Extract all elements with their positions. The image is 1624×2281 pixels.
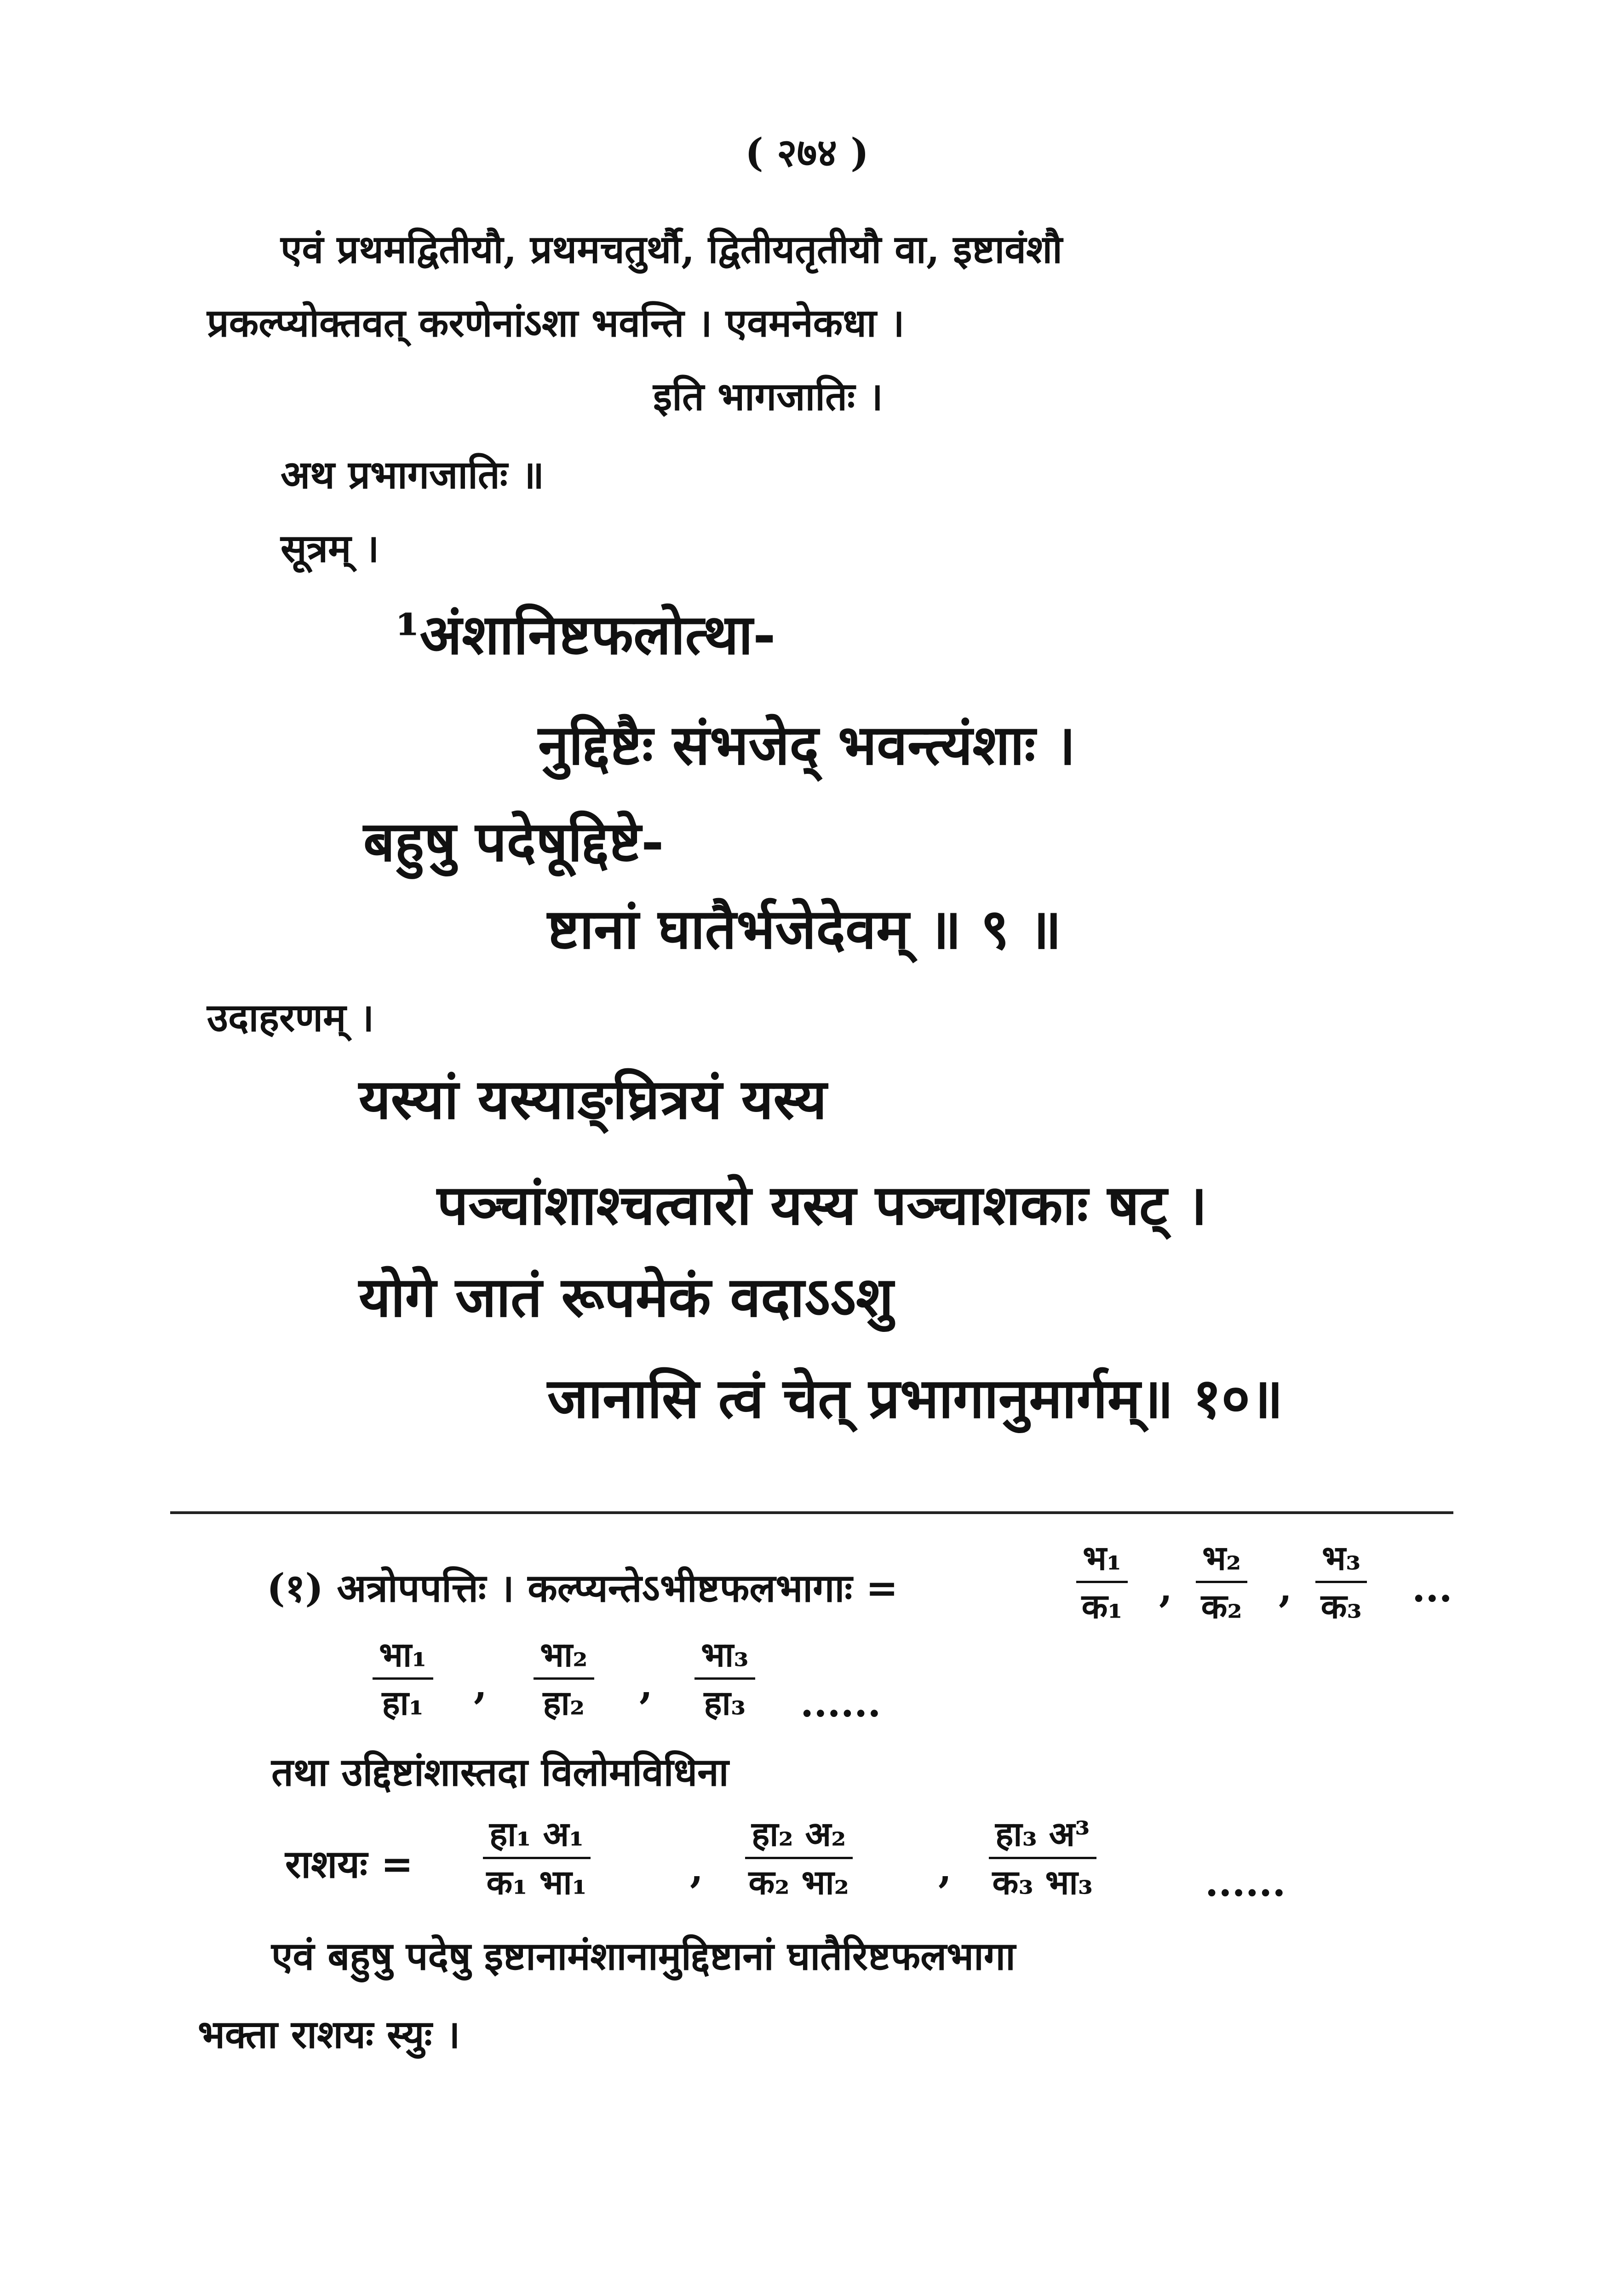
comma: ,	[938, 1846, 952, 1891]
fraction-denominator: क₁ भा₁	[486, 1863, 587, 1902]
comma: ,	[1159, 1565, 1173, 1611]
fraction-bha1-ka1	[1076, 1538, 1128, 1626]
fraction-haa2a2-ka2bhaa2	[745, 1814, 853, 1902]
comma: ,	[474, 1662, 488, 1707]
comma: ,	[690, 1846, 704, 1891]
ellipsis: ...	[1412, 1565, 1452, 1611]
fraction-numerator: भा₁	[373, 1638, 433, 1680]
fraction-denominator: हा₃	[704, 1683, 746, 1723]
footnote-line-6: भक्ता राशयः स्युः ।	[198, 2011, 460, 2057]
fraction-haa1a1-ka1bhaa1	[483, 1814, 591, 1902]
fraction-numerator: हा₁ अ₁	[483, 1817, 591, 1859]
comma: ,	[1279, 1565, 1292, 1611]
verse-1-line-2: नुद्दिष्टैः संभजेद् भवन्त्यंशाः ।	[538, 713, 1076, 778]
fraction-numerator: भा₂	[534, 1638, 594, 1680]
fraction-denominator: क₃ भा₃	[992, 1863, 1093, 1902]
rashayah-label: राशयः =	[285, 1841, 413, 1887]
fraction-bha2-ka2	[1196, 1538, 1247, 1626]
paragraph-line-2: प्रकल्प्योक्तवत् करणेनांऽशा भवन्ति । एवमनेकधा ।	[207, 300, 905, 346]
verse-1-line-1: ¹अंशानिष्टफलोत्था-	[396, 602, 776, 667]
verse-2-line-2: पञ्चांशाश्चत्वारो यस्य पञ्चाशकाः षट् ।	[437, 1173, 1207, 1238]
fraction-denominator: क₂ भा₂	[748, 1863, 849, 1902]
comma: ,	[639, 1662, 653, 1707]
fraction-denominator: हा₁	[382, 1683, 424, 1723]
fraction-numerator: भ₂	[1196, 1541, 1247, 1583]
fraction-numerator: भ₃	[1315, 1541, 1367, 1583]
example-label: उदाहरणम् ।	[207, 995, 374, 1040]
fraction-haa3a3-ka3bhaa3	[989, 1814, 1096, 1902]
verse-1-line-4: ष्टानां घातैर्भजेदेवम् ॥ ९ ॥	[547, 897, 1062, 962]
verse-1-line-3: बहुषु पदेषूद्दिष्टे-	[363, 809, 664, 874]
fraction-denominator: क₁	[1081, 1587, 1123, 1626]
fraction-numerator: हा₃ अ³	[989, 1817, 1096, 1859]
footnote-line-3: तथा उद्दिष्टांशास्तदा विलोमविधिना	[271, 1749, 729, 1795]
fraction-bha3-ka3	[1315, 1538, 1367, 1626]
fraction-denominator: क₂	[1201, 1587, 1242, 1626]
fraction-bhaa1-haa1	[373, 1635, 433, 1723]
section-end-heading: इति भागजातिः ।	[653, 374, 883, 419]
fraction-denominator: हा₂	[543, 1683, 585, 1723]
verse-2-line-4: जानासि त्वं चेत् प्रभागानुमार्गम्॥ १०॥	[547, 1366, 1283, 1431]
fraction-bhaa3-haa3	[694, 1635, 755, 1723]
ellipsis: ......	[1205, 1860, 1286, 1905]
verse-2-line-1: यस्यां यस्याङ्घ्रित्रयं यस्य	[359, 1067, 827, 1132]
page-number: ( २७४ )	[745, 130, 869, 175]
footnote-line-5: एवं बहुषु पदेषु इष्टानामंशानामुद्दिष्टानां घातैरिष्टफलभागा	[271, 1933, 1016, 1979]
sutra-label: सूत्रम् ।	[281, 525, 379, 571]
fraction-numerator: हा₂ अ₂	[745, 1817, 853, 1859]
fraction-denominator: क₃	[1320, 1587, 1362, 1626]
paragraph-line-1: एवं प्रथमद्वितीयौ, प्रथमचतुर्थौ, द्वितीयतृतीयौ वा, इष्टावंशौ	[281, 226, 1062, 272]
section-heading: अथ प्रभागजातिः ॥	[281, 452, 545, 497]
fraction-bhaa2-haa2	[534, 1635, 594, 1723]
ellipsis: ......	[800, 1680, 881, 1726]
fraction-numerator: भ₁	[1076, 1541, 1128, 1583]
footnote-divider	[170, 1511, 1453, 1514]
fraction-numerator: भा₃	[694, 1638, 755, 1680]
verse-2-line-3: योगे जातं रूपमेकं वदाऽऽशु	[359, 1265, 894, 1330]
footnote-intro: (१) अत्रोपपत्तिः । कल्प्यन्तेऽभीष्टफलभागाः =	[267, 1565, 898, 1611]
